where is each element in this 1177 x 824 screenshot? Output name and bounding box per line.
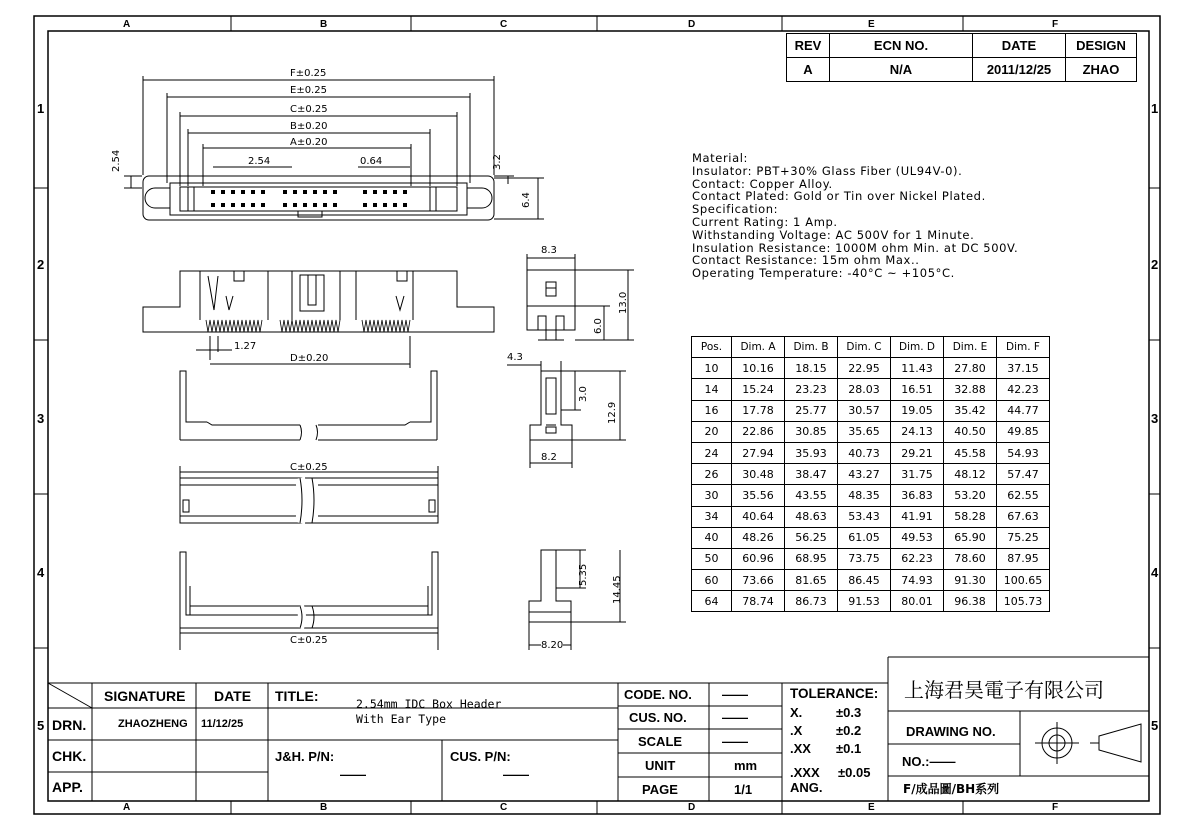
design-header: DESIGN [1066,34,1137,58]
side-83-label: 8.3 [541,245,557,256]
table-cell: 24 [692,442,732,463]
table-row [692,527,1050,548]
no-label: NO.:—— [902,754,956,769]
pitch-254-label: 2.54 [248,156,271,167]
title-line-2: With Ear Type [356,712,447,726]
table-cell: 19.05 [891,400,944,421]
spec-line: Operating Temperature: -40°C ~ +105°C. [692,266,955,281]
cus-no-value: —— [722,710,748,725]
table-cell: 40.50 [944,421,997,442]
grid-col-f-top: F [1052,19,1059,30]
pos-header: Pos. [692,337,732,358]
cus-pn-label: CUS. P/N: [450,749,511,764]
table-cell: 30.85 [785,421,838,442]
grid-col-b-top: B [320,19,328,30]
table-cell: 25.77 [785,400,838,421]
table-cell: 34 [692,506,732,527]
table-cell: 18.15 [785,358,838,379]
table-cell: 32.88 [944,379,997,400]
table-cell: 64 [692,591,732,612]
tol-x2-label: .XX [790,741,811,756]
table-cell: 48.35 [838,485,891,506]
table-cell: 65.90 [944,527,997,548]
grid-row-2-right: 2 [1151,257,1159,272]
grid-col-a-bottom: A [123,802,131,813]
table-cell: 50 [692,548,732,569]
table-cell: 48.12 [944,464,997,485]
table-cell: 16.51 [891,379,944,400]
grid-row-2-left: 2 [37,257,45,272]
chk-label: CHK. [52,748,87,764]
table-cell: 35.42 [944,400,997,421]
grid-row-1-right: 1 [1151,101,1159,116]
grid-col-f-bottom: F [1052,802,1059,813]
table-cell: 53.43 [838,506,891,527]
date-value: 2011/12/25 [973,58,1066,82]
page-value: 1/1 [734,782,753,797]
grid-row-4-right: 4 [1151,565,1159,580]
table-cell: 40 [692,527,732,548]
table-cell: 43.55 [785,485,838,506]
table-cell: 22.86 [732,421,785,442]
spec-line: Material: [692,151,748,165]
table-row [692,358,1050,379]
spec-line: Insulation Resistance: 1000M ohm Min. at DC 500V. [692,240,1019,255]
table-cell: 20 [692,421,732,442]
spec-line: Contact Plated: Gold or Tin over Nickel Plated. [692,189,986,204]
grid-col-d-top: D [688,19,696,30]
tol-x1-label: .X [790,723,803,738]
table-cell: 14 [692,379,732,400]
table-cell: 62.23 [891,548,944,569]
vertical-64-label: 6.4 [521,192,532,208]
table-cell: 91.30 [944,570,997,591]
scale-label: SCALE [638,734,683,749]
table-cell: 28.03 [838,379,891,400]
table-cell: 40.64 [732,506,785,527]
side-82-label: 8.2 [541,452,557,463]
table-cell: 96.38 [944,591,997,612]
table-cell: 40.73 [838,442,891,463]
dim-e-header: Dim. E [944,337,997,358]
table-cell: 16 [692,400,732,421]
table-cell: 45.58 [944,442,997,463]
grid-col-c-top: C [500,19,508,30]
table-cell: 17.78 [732,400,785,421]
table-cell: 73.66 [732,570,785,591]
side-43-label: 4.3 [507,352,523,363]
vertical-32-label: 3.2 [492,154,503,170]
cus-no-label: CUS. NO. [629,710,687,725]
tol-x3-label: .XXX [790,765,820,780]
table-cell: 36.83 [891,485,944,506]
table-row [692,485,1050,506]
grid-col-b-bottom: B [320,802,328,813]
dim-b-label: B±0.20 [290,121,328,132]
table-cell: 87.95 [997,548,1050,569]
table-cell: 27.80 [944,358,997,379]
table-cell: 67.63 [997,506,1050,527]
code-no-label: CODE. NO. [624,687,692,702]
table-cell: 100.65 [997,570,1050,591]
table-cell: 44.77 [997,400,1050,421]
dim-e-label: E±0.25 [290,85,327,96]
table-cell: 11.43 [891,358,944,379]
table-cell: 49.53 [891,527,944,548]
tol-x-value: ±0.3 [836,705,862,720]
table-row [692,506,1050,527]
signature-label: SIGNATURE [104,688,186,704]
spec-line: Contact Resistance: 15m ohm Max.. [692,253,920,268]
table-row [692,464,1050,485]
rev-header: REV [787,34,830,58]
tol-x-label: X. [790,705,803,720]
spec-line: Withstanding Voltage: AC 500V for 1 Minute. [692,227,975,242]
table-cell: 91.53 [838,591,891,612]
drn-name: ZHAOZHENG [118,718,188,730]
grid-row-5-left: 5 [37,718,45,733]
title-line-1: 2.54mm IDC Box Header [356,697,502,711]
dim-c-header: Dim. C [838,337,891,358]
table-cell: 26 [692,464,732,485]
dimension-table [691,336,1050,612]
table-cell: 42.23 [997,379,1050,400]
table-row [692,421,1050,442]
table-cell: 37.15 [997,358,1050,379]
dim-d-label: D±0.20 [290,353,329,364]
table-cell: 105.73 [997,591,1050,612]
dimension-header-row [692,337,1050,358]
table-cell: 61.05 [838,527,891,548]
table-cell: 60 [692,570,732,591]
spec-line: Contact: Copper Alloy. [692,176,833,191]
table-cell: 27.94 [732,442,785,463]
grid-col-e-top: E [868,19,875,30]
table-cell: 48.63 [785,506,838,527]
table-cell: 73.75 [838,548,891,569]
table-row [692,379,1050,400]
grid-col-e-bottom: E [868,802,875,813]
dim-a-label: A±0.20 [290,137,328,148]
vertical-254-label: 2.54 [111,149,122,172]
ang-label: ANG. [790,780,823,795]
side-130-label: 13.0 [618,291,629,314]
drawing-no-label: DRAWING NO. [906,724,996,739]
company-name: 上海君昊電子有限公司 [904,678,1104,702]
grid-row-5-right: 5 [1151,718,1159,733]
pin-064-label: 0.64 [360,156,383,167]
ecn-value: N/A [830,58,973,82]
table-cell: 15.24 [732,379,785,400]
table-cell: 49.85 [997,421,1050,442]
file-path: F/成品圖/BH系列 [903,782,1000,796]
table-cell: 68.95 [785,548,838,569]
table-cell: 60.96 [732,548,785,569]
grid-row-3-left: 3 [37,411,45,426]
table-row [692,591,1050,612]
app-label: APP. [52,779,83,795]
side-820-label: 8.20 [541,640,564,651]
grid-col-d-bottom: D [688,802,696,813]
side-535-label: 5.35 [578,563,589,586]
page-label: PAGE [642,782,678,797]
grid-row-1-left: 1 [37,101,45,116]
table-cell: 24.13 [891,421,944,442]
table-row [692,442,1050,463]
table-cell: 35.93 [785,442,838,463]
table-cell: 74.93 [891,570,944,591]
pitch-127-label: 1.27 [234,341,257,352]
table-cell: 30.48 [732,464,785,485]
side-1445-label: 14.45 [612,575,623,604]
dim-f-header: Dim. F [997,337,1050,358]
section-c-label-2: C±0.25 [290,635,328,646]
title-label: TITLE: [275,688,319,704]
dim-f-label: F±0.25 [290,68,327,79]
tol-x3-value: ±0.05 [838,765,871,780]
table-cell: 31.75 [891,464,944,485]
side-60-label: 6.0 [593,318,604,334]
table-cell: 56.25 [785,527,838,548]
date-label: DATE [214,688,252,704]
section-c-label-1: C±0.25 [290,462,328,473]
dim-a-header: Dim. A [732,337,785,358]
table-cell: 57.47 [997,464,1050,485]
specification-notes [692,152,1018,280]
revision-header-row [787,34,1137,58]
ecn-header: ECN NO. [830,34,973,58]
spec-line: Current Rating: 1 Amp. [692,214,838,229]
table-row [692,570,1050,591]
unit-label: UNIT [645,758,676,773]
table-cell: 30 [692,485,732,506]
table-cell: 43.27 [838,464,891,485]
tol-x1-value: ±0.2 [836,723,862,738]
dim-c-label: C±0.25 [290,104,328,115]
dimension-rows [692,358,1050,612]
drn-label: DRN. [52,717,87,733]
dim-d-header: Dim. D [891,337,944,358]
table-cell: 48.26 [732,527,785,548]
table-cell: 22.95 [838,358,891,379]
spec-line: Specification: [692,202,779,217]
table-cell: 29.21 [891,442,944,463]
table-cell: 54.93 [997,442,1050,463]
drn-date: 11/12/25 [201,718,244,730]
table-cell: 38.47 [785,464,838,485]
table-cell: 80.01 [891,591,944,612]
table-cell: 62.55 [997,485,1050,506]
table-cell: 78.60 [944,548,997,569]
side-129-label: 12.9 [607,401,618,424]
table-cell: 86.73 [785,591,838,612]
table-cell: 35.56 [732,485,785,506]
table-cell: 58.28 [944,506,997,527]
jh-pn-value: —— [340,767,366,782]
table-cell: 10 [692,358,732,379]
date-header: DATE [973,34,1066,58]
grid-row-3-right: 3 [1151,411,1159,426]
side-30-label: 3.0 [578,386,589,402]
unit-value: mm [734,758,758,773]
table-row [692,548,1050,569]
table-cell: 81.65 [785,570,838,591]
table-row [692,400,1050,421]
table-cell: 23.23 [785,379,838,400]
design-value: ZHAO [1066,58,1137,82]
grid-col-c-bottom: C [500,802,508,813]
revision-table [786,33,1137,82]
table-cell: 35.65 [838,421,891,442]
grid-row-4-left: 4 [37,565,45,580]
scale-value: —— [722,734,748,749]
dim-b-header: Dim. B [785,337,838,358]
tolerance-label: TOLERANCE: [790,686,879,701]
cus-pn-value: —— [503,767,529,782]
table-cell: 41.91 [891,506,944,527]
table-cell: 30.57 [838,400,891,421]
spec-line: Insulator: PBT+30% Glass Fiber (UL94V-0). [692,163,963,178]
tol-x2-value: ±0.1 [836,741,862,756]
table-cell: 86.45 [838,570,891,591]
grid-col-a-top: A [123,19,131,30]
revision-row [787,58,1137,82]
table-cell: 78.74 [732,591,785,612]
rev-value: A [787,58,830,82]
table-cell: 75.25 [997,527,1050,548]
jh-pn-label: J&H. P/N: [275,749,335,764]
code-no-value: —— [722,687,748,702]
table-cell: 10.16 [732,358,785,379]
table-cell: 53.20 [944,485,997,506]
